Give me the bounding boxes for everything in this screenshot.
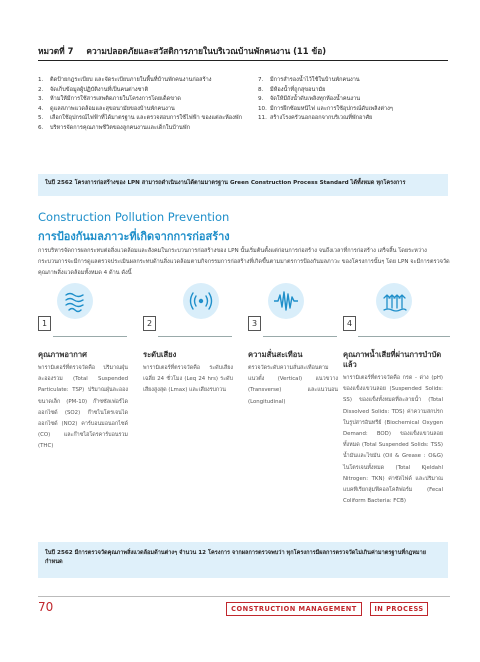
- item-description: พารามิเตอร์ที่ตรวจวัดคือ กรด - ด่าง (pH) ของแข็งแขวนลอย (Suspended Solids: SS) ของแข็งทั้งหมดที่ละลายน้ำ (Total Dissolved Solids: TDS) ค่าความสกปรกในรูปสารอินทรีย์ (Biochemical Oxygen Demand: BOD) ของแข็งแขวนลอยทั้งหมด (Total Suspended Solids: TSS) น้ำมันและไขมัน (Oil & Grease : O&G) ไนโตรเจนทั้งหมด (Total Kjeldahl Nitrogen: TKN) ค่าซัลไฟด์ และปริมาณแบคทีเรียกลุ่มฟีคอลโคลิฟอร์ม (Fecal Coliform Bacteria: FCB): [343, 375, 443, 505]
- intro-paragraph: การบริหารจัดการผลกระทบต่อสิ่งแวดล้อมและสังคมในกระบวนการก่อสร้างของ LPN นั้นเริ่มต้นตั้งแต่ก่อนการก่อสร้าง จนถึงเวลาที่การก่อสร้าง เสร็จสิ้น โดยระหว่างกระบวนการจะมีการดูแลตรวจประเมินผลกระทบด้านสิ่งแวดล้อมตามกิจกรรมการก่อสร้างที่เกิดขึ้นตามมาตรการป้องกันมลภาวะ ของโครงการนั้นๆ โดย LPN จะมีการตรวจวัดคุณภาพสิ่งแวดล้อมทั้งหมด 4 ด้าน ดังนี้: [38, 248, 450, 276]
- wastewater-icon: [376, 283, 412, 319]
- item-description: พารามิเตอร์ที่ตรวจวัดคือ ระดับเสียงเฉลี่ย 24 ชั่วโมง (Leq 24 hrs) ระดับเสียงสูงสุด (Lmax) และเสียงรบกวน: [143, 365, 233, 394]
- footer-divider: [38, 596, 450, 597]
- item-number-1: 1: [38, 316, 51, 331]
- list-item: 7. มีการสำรองน้ำไว้ใช้ในบ้านพักคนงาน: [258, 77, 360, 83]
- vibration-icon: [268, 283, 304, 319]
- list-item: 6. บริหารจัดการคุณภาพชีวิตของลูกคนงานและเด็กในบ้านพัก: [38, 124, 190, 131]
- list-item: 1. ติดป้ายกฎระเบียบ และจัดระเบียบภายในพื้นที่บ้านพักคนงานก่อสร้าง: [38, 77, 212, 83]
- item-column-wastewater: [343, 350, 443, 507]
- item-title: ระดับเสียง: [143, 350, 177, 359]
- checklist-left: [38, 76, 248, 134]
- section-heading: [38, 44, 448, 58]
- section-divider: [38, 60, 448, 61]
- section-title: ความปลอดภัยและสวัสดิการภายในบริเวณบ้านพักคนงาน (11 ข้อ): [86, 46, 327, 56]
- title-english: Construction Pollution Prevention: [38, 210, 230, 224]
- highlight-note-top: ในปี 2562 โครงการก่อสร้างของ LPN สามารถดำเนินงานได้ตามมาตรฐาน Green Construction Process Standard ได้ทั้งหมด ทุกโครงการ: [38, 174, 448, 196]
- item-title: คุณภาพอากาศ: [38, 350, 87, 359]
- section-tag-in-process: IN PROCESS: [370, 602, 428, 616]
- section-tag-construction-management: CONSTRUCTION MANAGEMENT: [226, 602, 362, 616]
- divider: [358, 336, 450, 337]
- checklist-right: [258, 76, 453, 124]
- list-item: 3. ห้ามให้มีการใช้สารเสพติดภายในโครงการโดยเด็ดขาด: [38, 96, 181, 103]
- item-number-2: 2: [143, 316, 156, 331]
- list-item: 5. เลือกใช้อุปกรณ์ไฟฟ้าที่ได้มาตรฐาน และตรวจสอบการใช้ไฟฟ้า ของแต่ละห้องพัก: [38, 115, 242, 122]
- item-title: คุณภาพน้ำเสียที่ผ่านการบำบัดแล้ว: [343, 350, 442, 369]
- item-description: พารามิเตอร์ที่ตรวจวัดคือ ปริมาณฝุ่นละอองรวม (Total Suspended Particulate: TSP) ปริมาณฝุ่นละอองขนาดเล็ก (PM-10) ก๊าซซัลเฟอร์ไดออกไซด์ (SO2) ก๊าซไนโตรเจนไดออกไซด์ (NO2) คาร์บอนมอนอกไซด์ (CO) และก๊าซไฮโดรคาร์บอนรวม (THC): [38, 365, 128, 450]
- page-number: 70: [38, 600, 54, 614]
- list-item: 9. จัดให้มีถังน้ำดับเพลิงทุกห้องน้ำคนงาน: [258, 96, 361, 103]
- list-item: 10. มีการฝึกซ้อมหนีไฟ และการใช้อุปกรณ์ดับเพลิงต่างๆ: [258, 105, 393, 112]
- item-number-4: 4: [343, 316, 356, 331]
- item-column-vibration: [248, 350, 338, 408]
- list-item: 4. ดูแลสภาพแวดล้อมและสุขอนามัยของบ้านพักคนงาน: [38, 105, 175, 112]
- list-item: 2. จัดเก็บข้อมูลผู้ปฏิบัติงานที่เป็นคนต่างชาติ: [38, 86, 149, 93]
- divider: [53, 336, 127, 337]
- item-description: ตรวจวัดระดับความสั่นสะเทือนตามแนวตั้ง (Vertical) แนวขวาง (Transverse) และแนวนอน (Longitudinal): [248, 365, 338, 405]
- divider: [158, 336, 232, 337]
- item-column-noise: [143, 350, 233, 397]
- item-title: ความสั่นสะเทือน: [248, 350, 303, 359]
- air-wave-icon: [57, 283, 93, 319]
- item-column-air: [38, 350, 128, 453]
- highlight-note-bottom: ในปี 2562 มีการตรวจวัดคุณภาพสิ่งแวดล้อมด้านต่างๆ จำนวน 12 โครงการ จากผลการตรวจพบว่า ทุกโครงการมีผลการตรวจวัดไม่เกินค่ามาตรฐานที่กฎหมายกำหนด: [38, 542, 448, 578]
- list-item: 11. สร้างโรงครัวนอกออกจากบริเวณที่พักอาศัย: [258, 115, 373, 122]
- section-number: หมวดที่ 7: [38, 46, 74, 56]
- divider: [263, 336, 337, 337]
- sound-wave-icon: [183, 283, 219, 319]
- title-thai: การป้องกันมลภาวะที่เกิดจากการก่อสร้าง: [38, 230, 230, 243]
- list-item: 8. มีห้องน้ำที่ถูกสุขอนามัย: [258, 86, 326, 93]
- item-number-3: 3: [248, 316, 261, 331]
